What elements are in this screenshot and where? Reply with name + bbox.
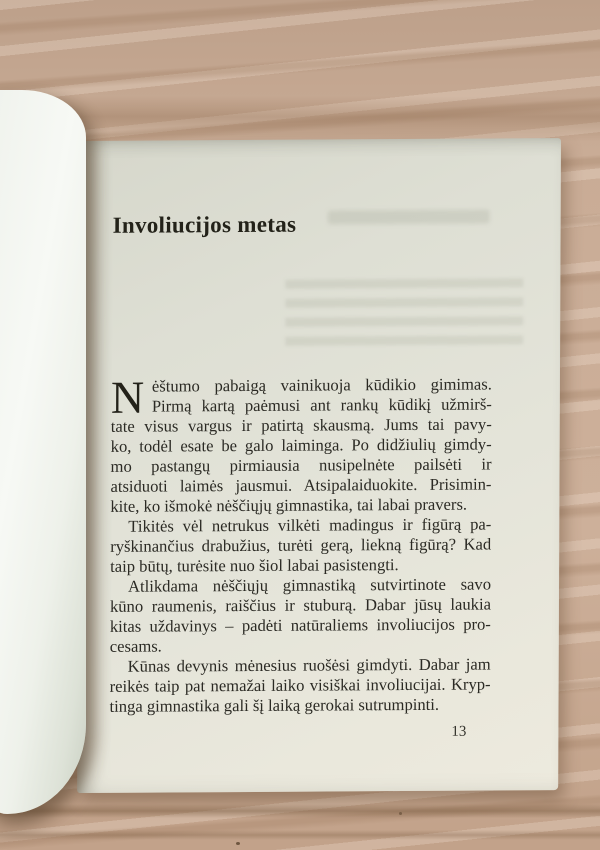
drop-cap: N [110,371,145,423]
text-line: kitas uždavinys – padėti natūraliems involiucijos pro- [109,614,491,636]
text-line: kite, ko išmokė nėščiųjų gimnastika, tai labai pravers. [110,494,468,516]
left-page-edge [0,90,86,814]
show-through-paragraph [285,278,523,353]
page-number: 13 [451,723,467,740]
paragraph [110,371,492,516]
chapter-heading: Involiucijos metas [112,211,297,238]
text-line: taip būtų, turėsite nuo šiol labai pasistengti. [110,555,399,576]
paragraph [110,514,491,576]
text-line: ėštumo pabaigą vainikuoja kūdikio gimimas. [151,374,492,396]
wood-knot-speck [399,812,402,815]
text-line: tate visus vargus ir patirtą skausmą. Jums tai pavy- [110,414,492,436]
text-line: ko, todėl esate be galo laiminga. Po didžiulių gimdy- [110,434,492,456]
text-line: reikės taip pat nemažai laiko visiškai involiucijai. Kryp- [109,674,491,696]
text-line: mo pastangų pirmiausia nusipelnėte pailsėti ir [110,454,492,476]
text-line: atsiduoti laimės jausmui. Atsipalaiduokite. Prisimin- [110,474,492,496]
paragraph [109,655,490,717]
wood-knot-speck [236,842,240,845]
text-block [109,371,492,716]
text-line: tinga gimnastika gali šį laiką gerokai sutrumpinti. [109,694,440,716]
text-line: ryškinančius drabužius, turėti gerą, liekną figūrą? Kad [110,534,492,556]
text-line: Atlikdama nėščiųjų gimnastiką sutvirtinote savo [128,574,492,596]
text-line: Tikitės vėl netrukus vilkėti madingus ir figūrą pa- [128,514,492,536]
text-line: Pirmą kartą paėmusi ant rankų kūdikį užmirš- [151,394,492,416]
text-line: Kūnas devynis mėnesius ruošėsi gimdyti. Dabar jam [127,654,491,676]
text-line: kūno raumenis, raiščius ir stuburą. Dabar jūsų laukia [109,594,492,616]
show-through-heading [328,209,490,224]
paragraph [110,574,491,656]
text-line: cesams. [109,636,162,656]
book-page [77,138,561,793]
